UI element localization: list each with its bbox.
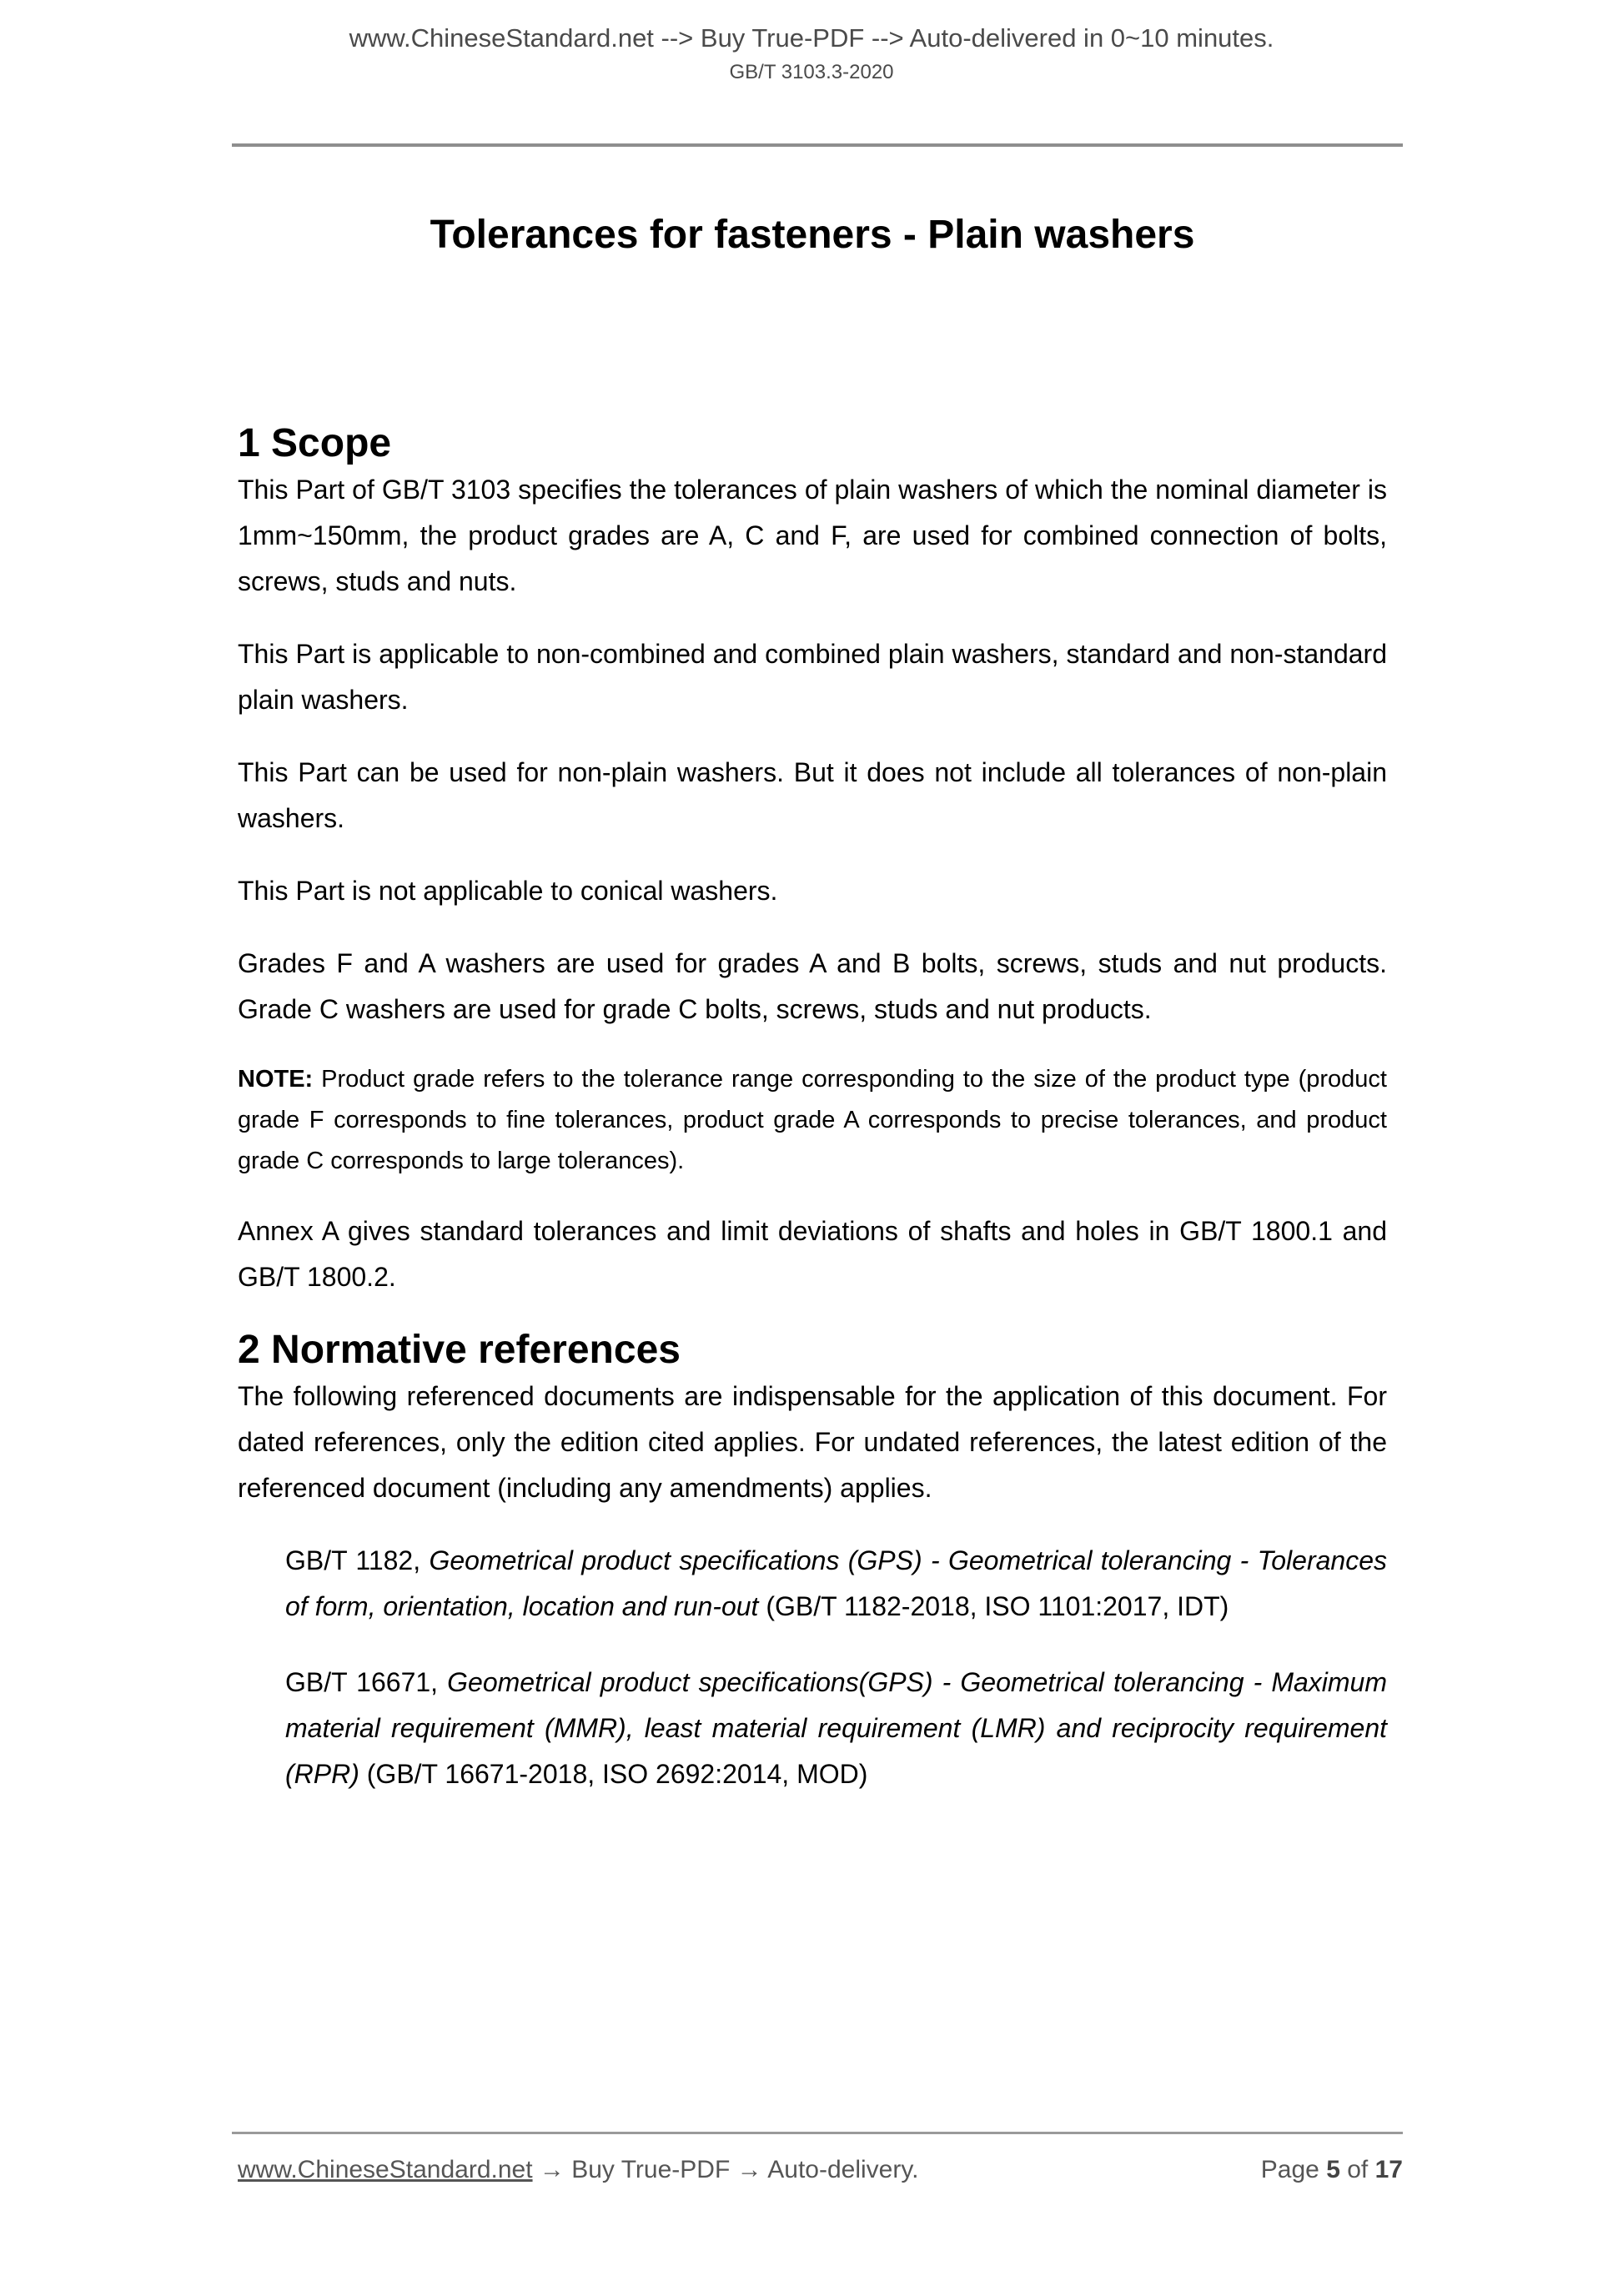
reference-code: GB/T 1182, (285, 1545, 430, 1575)
annex-paragraph: Annex A gives standard tolerances and limit deviations of shafts and holes in GB/T 1800.1 and GB/T 1800.2. (238, 1216, 1387, 1292)
of-label: of (1347, 2156, 1369, 2183)
reference-code: GB/T 16671, (285, 1667, 448, 1697)
page-total: 17 (1374, 2156, 1403, 2183)
scope-paragraph-4: This Part is not applicable to conical washers. (238, 876, 778, 906)
footer-divider (232, 2132, 1403, 2134)
reference-gbt-1182 (285, 1538, 1387, 1630)
scope-paragraph-2: This Part is applicable to non-combined and combined plain washers, standard and non-standard plain washers. (238, 639, 1387, 715)
page-indicator (1261, 2156, 1403, 2184)
reference-title: Geometrical product specifications (GPS) - Geometrical tolerancing - Tolerances of form, orientation, location and run-out (285, 1545, 1388, 1621)
note-paragraph (238, 1059, 1387, 1182)
scope-paragraph-3: This Part can be used for non-plain washers. But it does not include all tolerances of non-plain washers. (238, 757, 1387, 833)
document-title: Tolerances for fasteners - Plain washers (430, 213, 1195, 257)
site-banner: www.ChineseStandard.net --> Buy True-PDF --> Auto-delivered in 0~10 minutes. (349, 23, 1274, 53)
footer-site-link[interactable]: www.ChineseStandard.net (238, 2156, 533, 2183)
page-label: Page (1260, 2156, 1319, 2183)
footer-tagline-rest: → Buy True-PDF → Auto-delivery. (532, 2156, 919, 2183)
page-footer (232, 2132, 1403, 2184)
header-divider (232, 143, 1403, 147)
document-content (238, 212, 1387, 1797)
reference-tail: (GB/T 1182-2018, ISO 1101:2017, IDT) (758, 1591, 1229, 1621)
footer-tagline (238, 2156, 918, 2184)
normative-intro: The following referenced documents are indispensable for the application of this document. For dated references, only the edition cited applies. For undated references, the latest edition of the referenced document (including any amendments) applies. (238, 1381, 1387, 1503)
note-text: Product grade refers to the tolerance range corresponding to the size of the product type (product grade F corresponds to fine tolerances, product grade A corresponds to precise tolerances, and product grade C corresponds to large tolerances). (238, 1066, 1387, 1174)
reference-gbt-16671 (285, 1660, 1387, 1797)
note-label: NOTE: (238, 1066, 314, 1093)
normative-heading: 2 Normative references (238, 1328, 681, 1372)
page-header (0, 0, 1623, 85)
scope-heading: 1 Scope (238, 421, 392, 465)
reference-tail: (GB/T 16671-2018, ISO 2692:2014, MOD) (359, 1759, 868, 1789)
scope-paragraph-5: Grades F and A washers are used for grades A and B bolts, screws, studs and nut products. Grade C washers are used for grade C bolts, screws, studs and nut products. (238, 948, 1387, 1024)
scope-paragraph-1: This Part of GB/T 3103 specifies the tolerances of plain washers of which the nominal diameter is 1mm~150mm, the product grades are A, C and F, are used for combined connection of bolts, screws, studs and nuts. (238, 475, 1387, 596)
standard-number: GB/T 3103.3-2020 (729, 61, 894, 83)
reference-title: Geometrical product specifications(GPS) - Geometrical tolerancing - Maximum material requirement (MMR), least material requirement (LMR) and reciprocity requirement (RPR) (285, 1667, 1388, 1789)
page-current: 5 (1326, 2156, 1340, 2183)
